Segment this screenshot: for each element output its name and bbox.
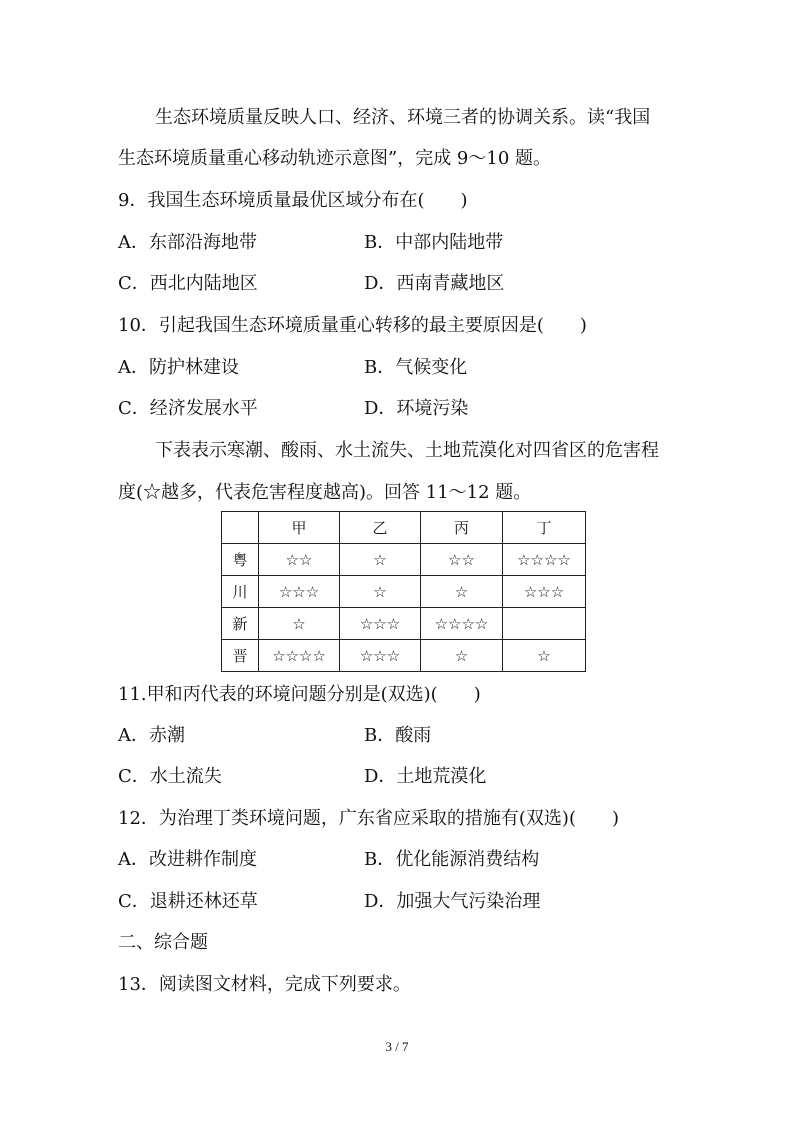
table-header-row [222,512,586,544]
question-11-option-b: B．酸雨 [364,725,432,746]
table-cell: ☆☆☆ [340,640,421,672]
table-cell: ☆☆ [421,544,503,576]
table-cell: ☆☆☆☆ [259,640,340,672]
page-number: 3 / 7 [385,1039,409,1054]
table-cell: ☆ [421,640,503,672]
question-9-option-c: C．西北内陆地区 [118,273,258,294]
question-10-option-b: B．气候变化 [364,357,468,378]
table-cell: ☆ [503,640,586,672]
table-row [222,544,586,576]
table-intro-line-2: 度(☆越多，代表危害程度越高)。回答 11～12 题。 [118,482,532,503]
section-heading: 二、综合题 [118,932,208,953]
intro-line-2: 生态环境质量重心移动轨迹示意图”，完成 9～10 题。 [118,148,551,169]
table-cell: ☆☆☆☆ [503,544,586,576]
table-cell: ☆ [421,576,503,608]
table-cell: ☆ [340,544,421,576]
table-row-header: 川 [222,576,259,608]
hazard-table [221,511,586,672]
intro-line-1: 生态环境质量反映人口、经济、环境三者的协调关系。读“我国 [155,107,651,128]
question-9-option-b: B．中部内陆地带 [364,232,504,253]
table-header-cell [222,512,259,544]
question-9-option-a: A．东部沿海地带 [118,232,257,253]
question-12-option-a: A．改进耕作制度 [118,849,257,870]
table-header-cell: 丁 [503,512,586,544]
table-row-header: 粤 [222,544,259,576]
question-10-stem: 10．引起我国生态环境质量重心转移的最主要原因是( ) [118,315,587,336]
table-row-header: 新 [222,608,259,640]
question-10-option-a: A．防护林建设 [118,357,239,378]
table-row-header: 晋 [222,640,259,672]
question-11-option-c: C．水土流失 [118,766,222,787]
table-header-cell: 丙 [421,512,503,544]
table-cell: ☆ [259,608,340,640]
table-cell: ☆ [340,576,421,608]
table-header-cell: 甲 [259,512,340,544]
question-11-option-d: D．土地荒漠化 [364,766,487,787]
table-intro-line-1: 下表表示寒潮、酸雨、水土流失、土地荒漠化对四省区的危害程 [155,440,659,461]
table-cell [503,608,586,640]
table-row [222,640,586,672]
table-header-cell: 乙 [340,512,421,544]
table-cell: ☆☆☆ [503,576,586,608]
question-12-option-d: D．加强大气污染治理 [364,891,541,912]
question-11-stem: 11.甲和丙代表的环境问题分别是(双选)( ) [118,684,481,705]
question-9-stem: 9．我国生态环境质量最优区域分布在( ) [118,190,468,211]
question-12-option-b: B．优化能源消费结构 [364,849,540,870]
question-10-option-d: D．环境污染 [364,398,469,419]
table-cell: ☆☆☆☆ [421,608,503,640]
table-row [222,576,586,608]
table-row [222,608,586,640]
table-cell: ☆☆☆ [259,576,340,608]
table-cell: ☆☆☆ [340,608,421,640]
question-12-option-c: C．退耕还林还草 [118,891,258,912]
question-12-stem: 12．为治理丁类环境问题，广东省应采取的措施有(双选)( ) [118,808,619,829]
question-9-option-d: D．西南青藏地区 [364,273,505,294]
question-10-option-c: C．经济发展水平 [118,398,258,419]
question-13-stem: 13．阅读图文材料，完成下列要求。 [118,974,411,995]
table-cell: ☆☆ [259,544,340,576]
question-11-option-a: A．赤潮 [118,725,185,746]
